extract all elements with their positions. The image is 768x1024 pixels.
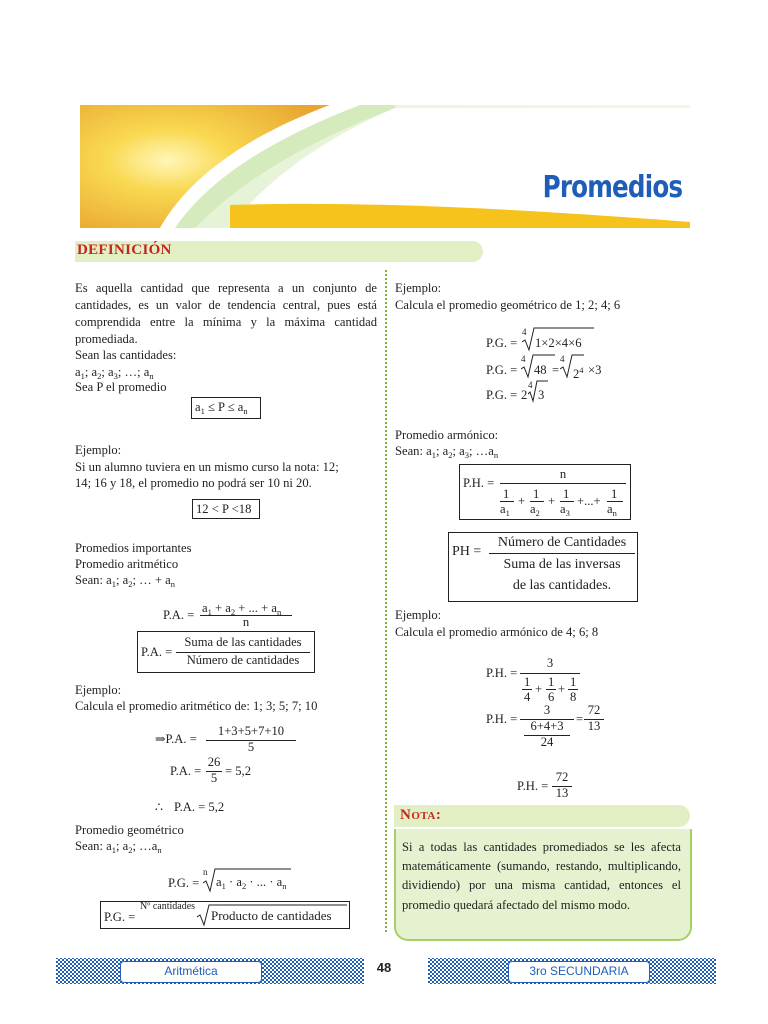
ejemplo-label: Ejemplo: xyxy=(395,608,442,622)
definition-heading: DEFINICIÓN xyxy=(77,242,172,258)
pa-numerator: $a_1 + a_2$ + ... + $a_n$ xyxy=(202,601,282,617)
example-1-line: Si un alumno tuviera en un mismo curso la nota: 12; xyxy=(75,460,339,474)
sean-a-aritmetico: Sean: $a_1$; $a_2$; … + $a_n$ xyxy=(75,573,175,589)
ph-72: 72 xyxy=(587,703,601,717)
pg-index: Nº cantidades xyxy=(140,901,196,912)
inequality-box: $a_1 \le P \le a_n$ xyxy=(191,397,261,419)
pa-label: P.A. = xyxy=(163,608,195,622)
ph-72: 72 xyxy=(555,770,569,784)
pg-box: P.G. = Nº cantidades Producto de cantidades xyxy=(100,901,350,929)
pg-coeff: 2 xyxy=(521,388,528,402)
ph-sum: 6+4+3 xyxy=(530,719,564,733)
example-1-line: 14; 16 y 18, el promedio no podrá ser 10 ni 20. xyxy=(75,476,312,490)
pa-ex-numerator: 1+3+5+7+10 xyxy=(217,724,285,738)
intro-paragraph xyxy=(75,280,377,348)
pg-radicand: 1×2×4×6 xyxy=(535,336,582,350)
pg-radicand: $a_1 \cdot a_2$ · ... · $a_n$ xyxy=(216,875,287,891)
intro-line: Es aquella cantidad que representa a un conjunto de xyxy=(75,281,377,295)
pa-box: P.A. = Suma de las cantidades Número de cantidades xyxy=(137,631,315,673)
ejemplo-label: Ejemplo: xyxy=(395,281,442,295)
nota-heading-bar xyxy=(394,805,690,827)
intro-line: cantidades, es un valor de tendencia central, pues está xyxy=(75,298,377,312)
pg-48: 48 xyxy=(534,363,547,377)
equals-sign: = xyxy=(552,363,560,377)
ph-13: 13 xyxy=(587,719,601,733)
sean-a-geometrico: Sean: $a_1$; $a_2$; $\dots a_n$ xyxy=(75,839,162,855)
pg-radicand: 3 xyxy=(538,388,545,402)
pa-final: P.A. = 5,2 xyxy=(174,800,225,814)
pg-label: P.G. = xyxy=(168,876,200,890)
example-1-box: 12 < P <18 xyxy=(192,499,260,519)
ph-formula-box: P.H. = n 1 $a_1$ + 1 $a_2$ + 1 $a_3$ +...+ 1 $a_n$ xyxy=(459,464,631,520)
pg-label: P.G. = xyxy=(486,388,518,402)
svg-text:n: n xyxy=(203,867,208,877)
pa-result: = 5,2 xyxy=(225,764,251,778)
ph-label: P.H. = xyxy=(486,712,518,726)
pg-label: P.G. = xyxy=(486,336,518,350)
ph-definition-box: PH = Número de Cantidades Suma de las inversas de las cantidades. xyxy=(448,532,638,602)
page-title: Promedios xyxy=(542,170,682,205)
ph-13: 13 xyxy=(555,786,569,800)
pa-denominator: n xyxy=(242,615,250,629)
equals-sign: = xyxy=(576,712,584,726)
footer-grade: 3ro SECUNDARIA xyxy=(508,961,650,983)
sequence-a: $a_1$; $a_2$; $a_3$; …; $a_n$ xyxy=(75,365,154,381)
footer-subject: Aritmética xyxy=(120,961,262,983)
example-ph-line: Calcula el promedio armónico de 4; 6; 8 xyxy=(395,625,599,639)
ph-24: 24 xyxy=(540,735,554,749)
svg-text:4: 4 xyxy=(528,380,533,390)
pa-ex-denominator: 5 xyxy=(247,740,255,754)
armonico-label: Promedio armónico: xyxy=(395,428,499,442)
pg-box-radicand: Producto de cantidades xyxy=(211,908,332,923)
pg-times-3: ×3 xyxy=(588,363,602,377)
svg-text:4: 4 xyxy=(522,327,527,337)
ph-numerator: 3 xyxy=(546,656,554,670)
ph-label: P.H. = xyxy=(486,666,518,680)
nota-text: Si a todas las cantidades promediados se les afecta matemáticamente (sumando, restando, multiplicando, dividiendo) por una misma cantidad, entonces el promedio quedará afectado del mismo modo. xyxy=(402,840,681,912)
ejemplo-label: Ejemplo: xyxy=(75,683,122,697)
example-2-line: Calcula el promedio aritmético de: 1; 3; 5; 7; 10 xyxy=(75,699,318,713)
svg-text:4: 4 xyxy=(560,354,565,364)
ejemplo-label: Ejemplo: xyxy=(75,443,122,457)
nota-heading: Nota: xyxy=(400,807,442,823)
pg-label: P.G. = xyxy=(486,363,518,377)
ph-label: P.H. = xyxy=(517,779,549,793)
ph-numerator: 3 xyxy=(543,703,551,717)
example-pg-line: Calcula el promedio geométrico de 1; 2; 4; 6 xyxy=(395,298,621,312)
intro-line: comprendida entre la mínima y la máxima cantidad xyxy=(75,315,377,329)
intro-line: promediada. xyxy=(75,332,138,346)
importantes-label: Promedios importantes xyxy=(75,541,192,555)
page-number: 48 xyxy=(376,960,392,975)
pa-label: P.A. = xyxy=(170,764,202,778)
implies-pa: ⇒P.A. = xyxy=(155,732,197,746)
pa-5: 5 xyxy=(210,771,218,785)
column-divider xyxy=(385,270,387,932)
sea-p-label: Sea P el promedio xyxy=(75,380,167,394)
pg-power: $2^4$ xyxy=(573,365,584,382)
geometrico-label: Promedio geométrico xyxy=(75,823,184,837)
aritmetico-label: Promedio aritmético xyxy=(75,557,179,571)
therefore-symbol: ∴ xyxy=(155,800,164,814)
svg-text:4: 4 xyxy=(521,354,526,364)
definition-heading-bar xyxy=(75,241,483,262)
pa-26: 26 xyxy=(207,755,221,769)
sean-label: Sean las cantidades: xyxy=(75,348,177,362)
sean-a-armonico: Sean: $a_1$; $a_2$; $a_3$; $\dots a_n$ xyxy=(395,444,499,460)
